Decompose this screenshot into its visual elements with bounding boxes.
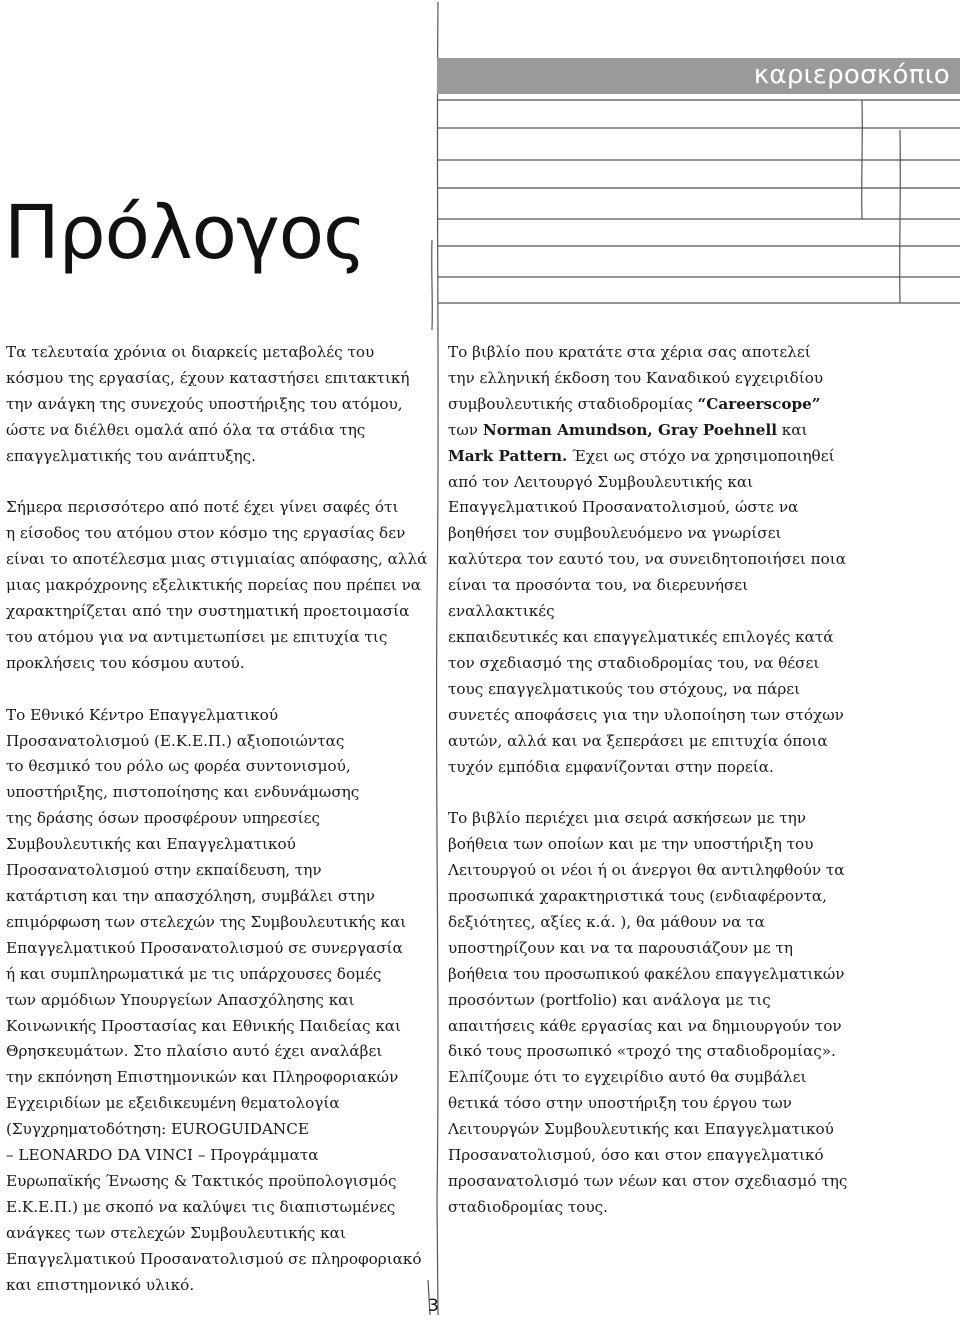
right-p1-run-bold: “Careerscope” [697, 394, 821, 413]
right-p1-run: Το βιβλίο που κρατάτε στα χέρια σας αποτελεί την ελληνική έκδοση του Καναδικού εγχειριδίου συμβουλευτικής σταδιοδρομίας [448, 343, 824, 413]
horizontal-line-4 [438, 188, 960, 189]
vertical-line-left [432, 240, 433, 330]
horizontal-line-3 [438, 160, 960, 161]
right-p1-run-bold: Norman Amundson, Gray Poehnell [482, 420, 777, 439]
horizontal-line-5 [438, 219, 960, 220]
right-p1-run: και [781, 420, 808, 439]
right-paragraph-2: Το βιβλίο περιέχει μια σειρά ασκήσεων με την βοήθεια των οποίων και με την υποστήριξη του Λειτουργού οι νέοι ή οι άνεργοι θα αντιληφθούν τα προσωπικά χαρακτηριστικά τους (ενδιαφέροντα, δεξιότητες, αξίες κ.ά. ), θα μάθουν να τα υποστηρίζουν και να τα παρουσιάζουν με τη βοήθεια του προσωπικού φακέλου επαγγελματικών προσόντων (portfolio) και ανάλογα με τις απαιτήσεις κάθε εργασίας και να δημιουργούν τον δικό τους προσωπικό «τροχό της σταδιοδρομίας». Ελπίζουμε ότι το εγχειρίδιο αυτό θα συμβάλει θετικά τόσο στην υποστήριξη του έργου των Λειτουργών Συμβουλευτικής και Επαγγελματικού Προσανατολισμού, όσο και στον επαγγελματικό προσανατολισμό των νέων και στον σχεδιασμό της σταδιοδρομίας τους. [448, 809, 848, 1216]
header-banner [437, 58, 960, 94]
page-title: Πρόλογος [4, 190, 366, 276]
right-paragraph-1 [448, 340, 848, 780]
right-p1-run: των [448, 420, 479, 439]
horizontal-line-8 [438, 303, 960, 304]
page-number: 3 [428, 1296, 439, 1316]
left-column [6, 340, 430, 1324]
horizontal-line-6 [438, 246, 960, 247]
right-p1-run-bold: Mark Pattern. [448, 446, 568, 465]
left-paragraph-1: Τα τελευταία χρόνια οι διαρκείς μεταβολές του κόσμου της εργασίας, έχουν καταστήσει επιτακτική την ανάγκη της συνεχούς υποστήριξης του ατόμου, ώστε να διέλθει ομαλά από όλα τα στάδια της επαγγελματικής του ανάπτυξης. [6, 343, 410, 465]
right-column [448, 340, 848, 1247]
horizontal-line-7 [438, 277, 960, 278]
vertical-line-right-2 [900, 130, 901, 303]
vertical-line-right-1 [862, 100, 863, 219]
horizontal-line-2 [438, 128, 960, 129]
left-paragraph-3: Το Εθνικό Κέντρο Επαγγελματικού Προσανατολισμού (Ε.Κ.Ε.Π.) αξιοποιώντας το θεσμικό του ρόλο ως φορέα συντονισμού, υποστήριξης, πιστοποίησης και ενδυνάμωσης της δράσης όσων προσφέρουν υπηρεσίες Συμβουλευτικής και Επαγγελματικού Προσανατολισμού στην εκπαίδευση, την κατάρτιση και την απασχόληση, συμβάλει στην επιμόρφωση των στελεχών της Συμβουλευτικής και Επαγγελματικού Προσανατολισμού σε συνεργασία ή και συμπληρωματικά με τις υπάρχουσες δομές των αρμόδιων Υπουργείων Απασχόλησης και Κοινωνικής Προστασίας και Εθνικής Παιδείας και Θρησκευμάτων. Στο πλαίσιο αυτό έχει αναλάβει την εκπόνηση Επιστημονικών και Πληροφοριακών Εγχειριδίων με εξειδικευμένη θεματολογία (Συγχρηματοδότηση: EUROGUIDANCE – LEONARDO DA VINCI – Προγράμματα Ευρωπαϊκής Ένωσης & Τακτικός προϋπολογισμός Ε.Κ.Ε.Π.) με σκοπό να καλύψει τις διαπιστωμένες ανάγκες των στελεχών Συμβουλευτικής και Επαγγελματικού Προσανατολισμού σε πληροφοριακό και επιστημονικό υλικό. [6, 705, 422, 1294]
banner-title: καριεροσκόπιο [753, 60, 950, 90]
horizontal-line-1 [438, 100, 960, 101]
vertical-line-main [437, 2, 439, 1315]
left-paragraph-2: Σήμερα περισσότερο από ποτέ έχει γίνει σαφές ότι η είσοδος του ατόμου στον κόσμο της εργασίας δεν είναι το αποτέλεσμα μιας στιγμιαίας απόφασης, αλλά μιας μακρόχρονης εξελικτικής πορείας που πρέπει να χαρακτηρίζεται από την συστηματική προετοιμασία του ατόμου για να αντιμετωπίσει με επιτυχία τις προκλήσεις του κόσμου αυτού. [6, 498, 428, 672]
right-p1-run: Έχει ως στόχο να χρησιμοποιηθεί από τον Λειτουργό Συμβουλευτικής και Επαγγελματικού Προσανατολισμού, ώστε να βοηθήσει τον συμβουλευόμενο να γνωρίσει καλύτερα τον εαυτό του, να συνειδητοποιήσει ποια είναι τα προσόντα του, να διερευνήσει εναλλακτικές εκπαιδευτικές και επαγγελματικές επιλογές κατά τον σχεδιασμό της σταδιοδρομίας του, να θέσει τους επαγγελματικούς του στόχους, να πάρει συνετές αποφάσεις για την υλοποίηση των στόχων αυτών, αλλά και να ξεπεράσει με επιτυχία όποια τυχόν εμπόδια εμφανίζονται στην πορεία. [448, 446, 846, 776]
